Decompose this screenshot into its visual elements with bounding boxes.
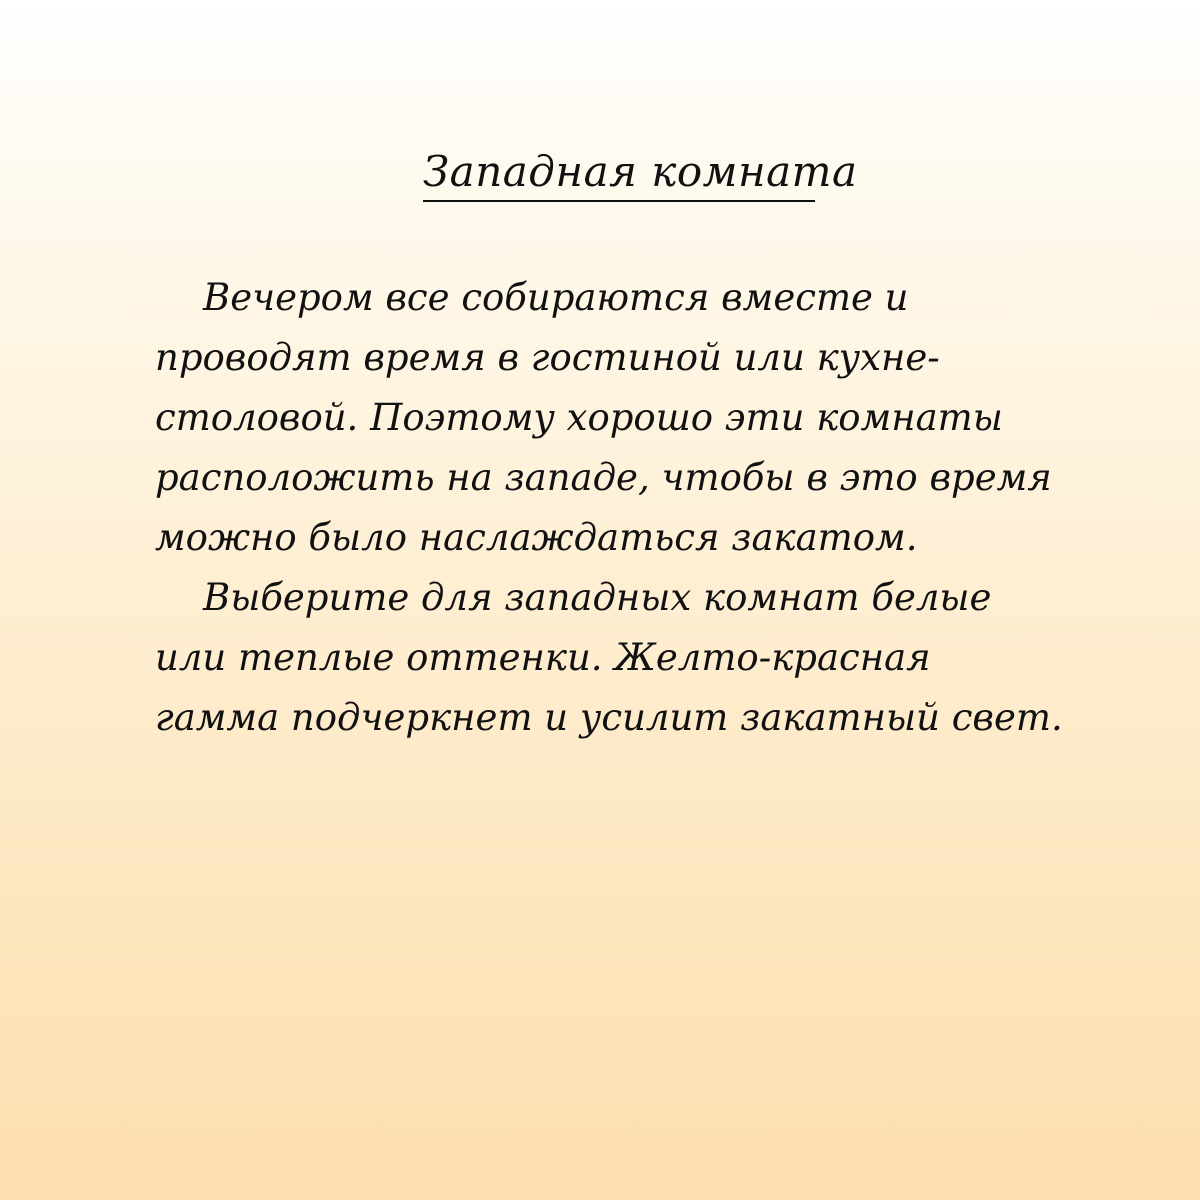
- page-title: Западная комната: [423, 147, 858, 196]
- title-underline: [423, 147, 858, 202]
- paragraph-2: Выберите для западных комнат белые или теплые оттенки. Желто-красная гамма подчеркнет и усилит закатный свет.: [155, 576, 1063, 739]
- paragraph-1: Вечером все собираются вместе и проводят время в гостиной или кухне-столовой. Поэтому хорошо эти комнаты расположить на западе, чтобы в это время можно было наслаждаться закатом.: [155, 276, 1052, 559]
- body-text: [155, 268, 1065, 748]
